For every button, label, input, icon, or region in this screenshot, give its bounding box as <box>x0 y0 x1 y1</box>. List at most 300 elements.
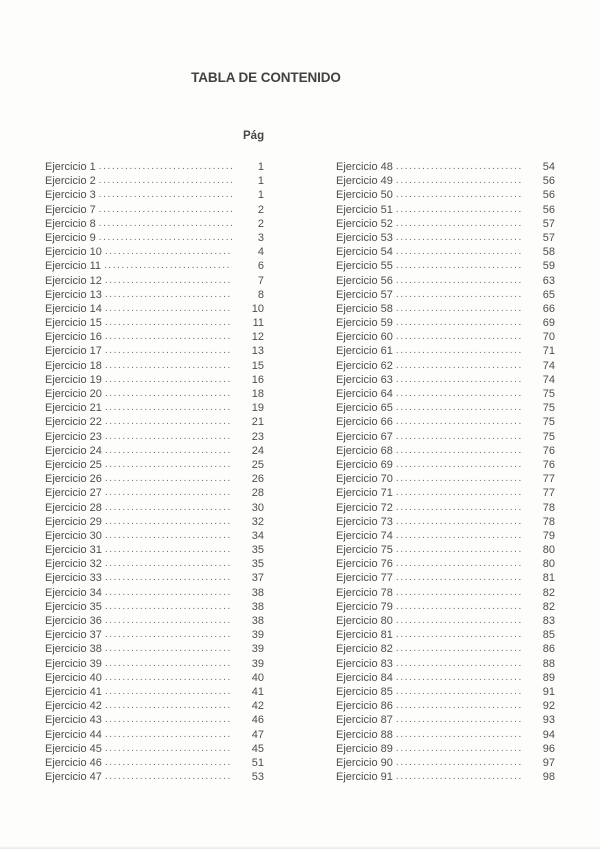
toc-entry-page-number: 35 <box>251 558 264 571</box>
toc-entry-label: Ejercicio 51 <box>336 203 393 216</box>
toc-entry-page-number: 77 <box>542 473 555 486</box>
dot-leader <box>105 571 232 585</box>
toc-entry-page-number: 46 <box>251 714 264 727</box>
toc-entry-page-number: 38 <box>251 615 264 627</box>
toc-entry <box>336 373 555 387</box>
toc-entry-label: Ejercicio 31 <box>45 544 102 557</box>
toc-entry-page-number: 35 <box>251 544 264 557</box>
toc-entry-page-number: 8 <box>257 288 264 301</box>
dot-leader <box>396 203 523 217</box>
toc-entry <box>336 330 555 344</box>
toc-entry <box>336 259 555 273</box>
toc-entry-page-number: 75 <box>542 388 555 400</box>
dot-leader <box>105 586 232 600</box>
toc-entry <box>45 713 264 727</box>
toc-entry-label: Ejercicio 82 <box>336 643 393 656</box>
toc-entry-label: Ejercicio 29 <box>45 515 102 528</box>
toc-entry-label: Ejercicio 68 <box>336 444 393 457</box>
toc-entry-page-number: 32 <box>251 515 264 528</box>
toc-entry-page-number: 76 <box>542 444 555 457</box>
dot-leader <box>396 600 523 614</box>
toc-entry-page-number: 45 <box>251 742 264 755</box>
toc-entry-page-number: 88 <box>542 657 555 670</box>
toc-entry-page-number: 39 <box>251 643 264 656</box>
toc-entry-page-number: 12 <box>251 331 264 344</box>
toc-entry-page-number: 18 <box>251 388 264 400</box>
dot-leader <box>396 415 523 429</box>
dot-leader <box>105 373 232 387</box>
toc-entry <box>336 756 555 770</box>
toc-entry-label: Ejercicio 70 <box>336 473 393 486</box>
toc-entry-page-number: 28 <box>251 487 264 500</box>
dot-leader <box>396 571 523 585</box>
toc-entry-page-number: 7 <box>257 274 264 287</box>
toc-entry <box>336 515 555 529</box>
toc-entry-label: Ejercicio 23 <box>45 430 102 443</box>
toc-right-column <box>336 160 555 784</box>
toc-entry <box>45 160 264 174</box>
toc-entry <box>45 316 264 330</box>
toc-entry-label: Ejercicio 76 <box>336 558 393 571</box>
toc-entry <box>45 543 264 557</box>
dot-leader <box>105 728 232 742</box>
toc-entry-label: Ejercicio 17 <box>45 345 102 358</box>
dot-leader <box>396 217 523 231</box>
toc-entry-page-number: 76 <box>542 458 555 471</box>
toc-entry-label: Ejercicio 39 <box>45 657 102 670</box>
dot-leader <box>396 713 523 727</box>
toc-entry-page-number: 82 <box>542 600 555 613</box>
toc-entry-label: Ejercicio 42 <box>45 700 102 713</box>
toc-entry-label: Ejercicio 32 <box>45 558 102 571</box>
toc-entry-label: Ejercicio 22 <box>45 416 102 429</box>
toc-entry-page-number: 11 <box>252 317 264 330</box>
toc-entry-label: Ejercicio 24 <box>45 444 102 457</box>
toc-entry-label: Ejercicio 69 <box>336 458 393 471</box>
toc-entry-label: Ejercicio 60 <box>336 331 393 344</box>
toc-entry-page-number: 1 <box>257 189 264 202</box>
toc-entry <box>336 444 555 458</box>
dot-leader <box>396 302 523 316</box>
toc-entry-page-number: 69 <box>542 317 555 330</box>
toc-entry-label: Ejercicio 12 <box>45 274 102 287</box>
toc-entry-page-number: 19 <box>251 402 264 415</box>
toc-entry <box>45 344 264 358</box>
toc-entry <box>336 430 555 444</box>
dot-leader <box>396 387 523 401</box>
dot-leader <box>396 671 523 685</box>
toc-entry-label: Ejercicio 36 <box>45 615 102 627</box>
dot-leader <box>396 401 523 415</box>
toc-entry-label: Ejercicio 88 <box>336 728 393 741</box>
dot-leader <box>105 600 232 614</box>
toc-entry <box>45 415 264 429</box>
toc-entry-label: Ejercicio 59 <box>336 317 393 330</box>
dot-leader <box>105 642 232 656</box>
toc-entry-page-number: 23 <box>251 430 264 443</box>
toc-entry-label: Ejercicio 9 <box>45 231 96 244</box>
toc-entry-page-number: 57 <box>542 217 555 230</box>
dot-leader <box>396 501 523 515</box>
toc-entry <box>45 231 264 245</box>
dot-leader <box>396 557 523 571</box>
toc-entry-label: Ejercicio 8 <box>45 217 96 230</box>
toc-entry-page-number: 53 <box>251 771 264 784</box>
dot-leader <box>105 274 232 288</box>
toc-entry-page-number: 21 <box>251 416 264 429</box>
dot-leader <box>396 472 523 486</box>
toc-left-column <box>45 160 264 784</box>
toc-entry <box>45 628 264 642</box>
toc-entry-label: Ejercicio 63 <box>336 373 393 386</box>
toc-entry-label: Ejercicio 83 <box>336 657 393 670</box>
dot-leader <box>396 515 523 529</box>
toc-entry-page-number: 89 <box>542 671 555 684</box>
dot-leader <box>105 713 232 727</box>
toc-entry <box>336 543 555 557</box>
dot-leader <box>396 344 523 358</box>
toc-entry <box>336 387 555 401</box>
toc-entry-label: Ejercicio 71 <box>336 487 393 500</box>
toc-entry <box>45 557 264 571</box>
toc-entry-page-number: 6 <box>257 260 264 273</box>
dot-leader <box>396 444 523 458</box>
dot-leader <box>396 188 523 202</box>
dot-leader <box>396 160 523 174</box>
toc-entry-label: Ejercicio 37 <box>45 629 102 642</box>
dot-leader <box>396 458 523 472</box>
toc-entry-label: Ejercicio 61 <box>336 345 393 358</box>
dot-leader <box>105 515 232 529</box>
toc-entry <box>45 515 264 529</box>
toc-entry-label: Ejercicio 18 <box>45 359 102 372</box>
toc-entry-label: Ejercicio 57 <box>336 288 393 301</box>
dot-leader <box>105 543 232 557</box>
toc-entry-page-number: 91 <box>542 685 555 698</box>
toc-entry <box>45 444 264 458</box>
toc-entry <box>336 217 555 231</box>
toc-entry <box>336 770 555 784</box>
toc-entry-label: Ejercicio 75 <box>336 544 393 557</box>
toc-entry <box>45 245 264 259</box>
toc-entry <box>45 486 264 500</box>
toc-entry-page-number: 51 <box>251 756 264 769</box>
dot-leader <box>105 699 232 713</box>
toc-entry <box>336 160 555 174</box>
toc-entry-label: Ejercicio 3 <box>45 189 96 202</box>
toc-entry-label: Ejercicio 78 <box>336 586 393 599</box>
dot-leader <box>396 274 523 288</box>
toc-entry-page-number: 38 <box>251 586 264 599</box>
dot-leader <box>105 359 232 373</box>
dot-leader <box>99 174 232 188</box>
toc-entry-page-number: 30 <box>251 501 264 514</box>
toc-entry <box>336 288 555 302</box>
toc-entry <box>336 713 555 727</box>
toc-entry-label: Ejercicio 27 <box>45 487 102 500</box>
toc-entry-page-number: 24 <box>251 444 264 457</box>
toc-entry-page-number: 85 <box>542 629 555 642</box>
toc-entry-page-number: 4 <box>257 246 264 259</box>
toc-entry <box>45 614 264 628</box>
dot-leader <box>104 259 232 273</box>
toc-entry-page-number: 26 <box>251 473 264 486</box>
toc-entry-page-number: 15 <box>251 359 264 372</box>
toc-entry <box>336 671 555 685</box>
dot-leader <box>396 430 523 444</box>
toc-entry-label: Ejercicio 21 <box>45 402 102 415</box>
toc-entry <box>45 401 264 415</box>
dot-leader <box>105 770 232 784</box>
toc-entry-page-number: 34 <box>251 529 264 542</box>
toc-entry-label: Ejercicio 52 <box>336 217 393 230</box>
toc-entry-page-number: 86 <box>542 643 555 656</box>
dot-leader <box>396 259 523 273</box>
toc-entry-label: Ejercicio 7 <box>45 203 96 216</box>
toc-entry <box>336 486 555 500</box>
toc-entry-page-number: 63 <box>542 274 555 287</box>
toc-entry <box>336 728 555 742</box>
dot-leader <box>105 344 232 358</box>
toc-entry <box>336 203 555 217</box>
toc-entry-page-number: 78 <box>542 501 555 514</box>
toc-entry-label: Ejercicio 81 <box>336 629 393 642</box>
toc-entry <box>336 557 555 571</box>
toc-entry <box>336 231 555 245</box>
toc-entry-page-number: 38 <box>251 600 264 613</box>
toc-entry-page-number: 75 <box>542 430 555 443</box>
toc-entry-page-number: 65 <box>542 288 555 301</box>
toc-entry-label: Ejercicio 54 <box>336 246 393 259</box>
toc-entry <box>45 174 264 188</box>
toc-entry-page-number: 82 <box>542 586 555 599</box>
toc-entry <box>45 586 264 600</box>
toc-entry-label: Ejercicio 55 <box>336 260 393 273</box>
dot-leader <box>105 756 232 770</box>
toc-entry-label: Ejercicio 77 <box>336 572 393 585</box>
toc-entry-label: Ejercicio 58 <box>336 302 393 315</box>
toc-entry-page-number: 16 <box>251 373 264 386</box>
toc-entry-label: Ejercicio 41 <box>45 685 102 698</box>
toc-entry-label: Ejercicio 91 <box>336 771 393 784</box>
toc-entry-page-number: 96 <box>542 742 555 755</box>
toc-entry <box>45 387 264 401</box>
dot-leader <box>105 472 232 486</box>
dot-leader <box>105 671 232 685</box>
toc-entry-page-number: 56 <box>542 203 555 216</box>
toc-entry-page-number: 1 <box>257 161 264 173</box>
dot-leader <box>99 188 232 202</box>
toc-entry-page-number: 40 <box>251 671 264 684</box>
toc-entry <box>45 657 264 671</box>
toc-entry-page-number: 71 <box>542 345 555 358</box>
toc-entry-page-number: 1 <box>257 175 264 188</box>
toc-entry <box>45 288 264 302</box>
toc-entry-page-number: 47 <box>251 728 264 741</box>
dot-leader <box>105 458 232 472</box>
dot-leader <box>396 770 523 784</box>
toc-entry-page-number: 83 <box>542 615 555 627</box>
toc-entry-label: Ejercicio 85 <box>336 685 393 698</box>
dot-leader <box>105 486 232 500</box>
dot-leader <box>105 401 232 415</box>
toc-entry-page-number: 98 <box>542 771 555 784</box>
dot-leader <box>396 373 523 387</box>
toc-entry-label: Ejercicio 43 <box>45 714 102 727</box>
dot-leader <box>396 614 523 628</box>
toc-entry-page-number: 37 <box>251 572 264 585</box>
toc-entry <box>336 614 555 628</box>
toc-entry-label: Ejercicio 25 <box>45 458 102 471</box>
toc-entry <box>336 699 555 713</box>
toc-entry <box>336 742 555 756</box>
toc-entry <box>336 401 555 415</box>
toc-entry <box>336 501 555 515</box>
toc-entry-label: Ejercicio 84 <box>336 671 393 684</box>
toc-entry <box>45 742 264 756</box>
toc-entry-page-number: 94 <box>542 728 555 741</box>
toc-entry-label: Ejercicio 45 <box>45 742 102 755</box>
dot-leader <box>396 657 523 671</box>
dot-leader <box>396 245 523 259</box>
toc-entry <box>45 600 264 614</box>
dot-leader <box>99 217 232 231</box>
dot-leader <box>396 231 523 245</box>
toc-entry-page-number: 42 <box>251 700 264 713</box>
toc-entry <box>336 586 555 600</box>
toc-entry-label: Ejercicio 35 <box>45 600 102 613</box>
toc-entry <box>336 344 555 358</box>
toc-entry-label: Ejercicio 47 <box>45 771 102 784</box>
toc-entry <box>45 203 264 217</box>
toc-entry-label: Ejercicio 40 <box>45 671 102 684</box>
toc-entry-label: Ejercicio 67 <box>336 430 393 443</box>
toc-entry <box>336 472 555 486</box>
toc-entry-page-number: 70 <box>542 331 555 344</box>
dot-leader <box>105 387 232 401</box>
toc-entry <box>45 671 264 685</box>
toc-entry-label: Ejercicio 50 <box>336 189 393 202</box>
page-title: TABLA DE CONTENIDO <box>191 70 341 85</box>
toc-entry-label: Ejercicio 30 <box>45 529 102 542</box>
toc-entry <box>45 699 264 713</box>
toc-entry-page-number: 66 <box>542 302 555 315</box>
dot-leader <box>396 586 523 600</box>
dot-leader <box>396 642 523 656</box>
dot-leader <box>396 316 523 330</box>
toc-entry <box>45 458 264 472</box>
toc-entry-label: Ejercicio 62 <box>336 359 393 372</box>
toc-entry-label: Ejercicio 90 <box>336 756 393 769</box>
toc-entry-label: Ejercicio 44 <box>45 728 102 741</box>
dot-leader <box>105 444 232 458</box>
toc-entry-page-number: 2 <box>257 217 264 230</box>
toc-entry-label: Ejercicio 11 <box>45 260 102 273</box>
toc-entry <box>45 217 264 231</box>
toc-entry-label: Ejercicio 87 <box>336 714 393 727</box>
toc-entry-page-number: 80 <box>542 558 555 571</box>
dot-leader <box>396 742 523 756</box>
toc-entry-label: Ejercicio 10 <box>45 246 102 259</box>
toc-entry-page-number: 79 <box>542 529 555 542</box>
toc-entry-label: Ejercicio 2 <box>45 175 96 188</box>
dot-leader <box>105 316 232 330</box>
toc-entry-page-number: 81 <box>542 572 555 585</box>
toc-entry <box>45 756 264 770</box>
toc-entry-label: Ejercicio 64 <box>336 388 393 400</box>
toc-entry-page-number: 59 <box>542 260 555 273</box>
toc-entry-label: Ejercicio 74 <box>336 529 393 542</box>
toc-entry <box>336 642 555 656</box>
toc-entry-page-number: 41 <box>251 685 264 698</box>
toc-entry-label: Ejercicio 80 <box>336 615 393 627</box>
toc-entry <box>45 302 264 316</box>
toc-entry-label: Ejercicio 72 <box>336 501 393 514</box>
toc-entry-label: Ejercicio 19 <box>45 373 102 386</box>
toc-entry-label: Ejercicio 13 <box>45 288 102 301</box>
toc-entry-label: Ejercicio 65 <box>336 402 393 415</box>
toc-entry-page-number: 75 <box>542 416 555 429</box>
toc-entry <box>45 274 264 288</box>
dot-leader <box>99 231 232 245</box>
toc-entry-page-number: 93 <box>542 714 555 727</box>
toc-entry <box>45 501 264 515</box>
toc-entry <box>336 529 555 543</box>
toc-entry-page-number: 57 <box>542 231 555 244</box>
toc-entry-page-number: 39 <box>251 657 264 670</box>
dot-leader <box>105 529 232 543</box>
dot-leader <box>396 699 523 713</box>
dot-leader <box>105 628 232 642</box>
table-of-contents <box>45 160 555 784</box>
toc-entry <box>45 430 264 444</box>
toc-entry <box>45 330 264 344</box>
dot-leader <box>105 557 232 571</box>
toc-entry-page-number: 78 <box>542 515 555 528</box>
toc-entry-label: Ejercicio 89 <box>336 742 393 755</box>
toc-entry-page-number: 77 <box>542 487 555 500</box>
toc-entry <box>336 458 555 472</box>
toc-entry <box>45 188 264 202</box>
toc-entry-label: Ejercicio 79 <box>336 600 393 613</box>
toc-entry-label: Ejercicio 66 <box>336 416 393 429</box>
toc-entry <box>45 529 264 543</box>
toc-entry-page-number: 54 <box>542 161 555 173</box>
dot-leader <box>396 543 523 557</box>
dot-leader <box>396 330 523 344</box>
toc-entry-page-number: 10 <box>251 302 264 315</box>
dot-leader <box>99 160 232 174</box>
toc-entry <box>336 274 555 288</box>
toc-entry <box>336 302 555 316</box>
toc-entry <box>336 657 555 671</box>
toc-entry-label: Ejercicio 86 <box>336 700 393 713</box>
toc-entry <box>45 472 264 486</box>
toc-entry <box>336 245 555 259</box>
toc-entry-label: Ejercicio 15 <box>45 317 102 330</box>
dot-leader <box>105 415 232 429</box>
toc-entry <box>336 316 555 330</box>
dot-leader <box>396 728 523 742</box>
toc-entry-label: Ejercicio 28 <box>45 501 102 514</box>
dot-leader <box>105 288 232 302</box>
toc-entry-label: Ejercicio 46 <box>45 756 102 769</box>
toc-entry <box>45 359 264 373</box>
dot-leader <box>99 203 232 217</box>
toc-entry-label: Ejercicio 20 <box>45 388 102 400</box>
dot-leader <box>396 628 523 642</box>
toc-entry-label: Ejercicio 33 <box>45 572 102 585</box>
